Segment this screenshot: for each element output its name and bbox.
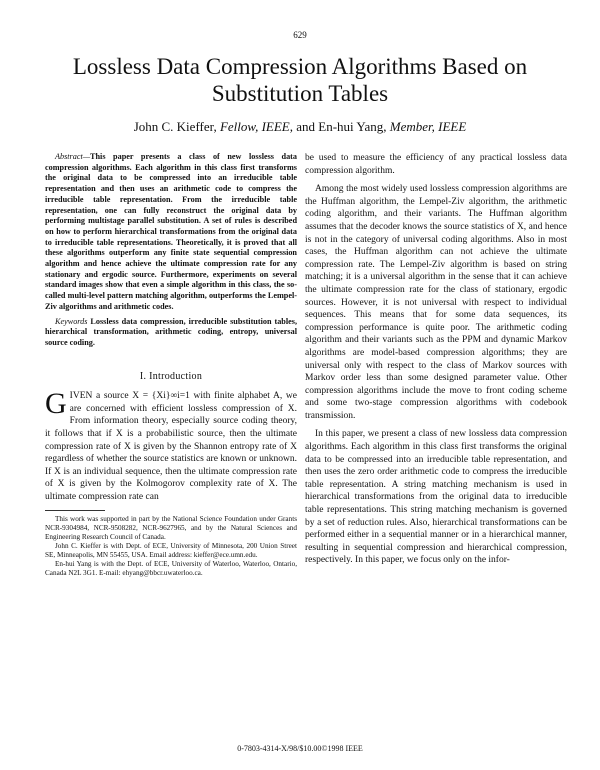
right-paragraph-2: Among the most widely used lossless compression algorithms are the Huffman algorithm, the Lempel-Ziv algorithm, the arithmetic coding algorithm, and their variants. The Huffman algorithm assumes that the decoder knows the source statistics of X, and hence is not in the category of universal coding algorithms. Also in most cases, the Huffman algorithm can not achieve the ultimate compression rate. The Lempel-Ziv algorithm is based on string matching; it is a universal algorithm in the sense that it can achieve the ultimate compression rate for the class of stationary, ergodic sources. However, it is not universal with respect to individual sequences. This means that for some data sequences, its compression performance is quite poor. The arithmetic coding algorithm and their variants such as the PPM and dynamic Markov algorithms are model-based compression algorithms; they are universal only with respect to the class of Markov sources with Markov order less than some designed parameter value. Other compression algorithms include the move to front coding scheme and some two-stage compression algorithms with codebook transmission. (305, 184, 567, 421)
intro-text: IVEN a source X = {Xi}∞i=1 with finite alphabet A, we are concerned with efficient lossless compression of X. From information theory, especially source coding theory, it follows that if X is a probabilistic source, then the ultimate compression rate of X is given by the Shannon entropy rate of X regardless of whether the source statistics are known or unknown. If X is an individual sequence, then the ultimate compression rate of X is given by the Kolmogorov complexity rate of X. The ultimate compression rate can (45, 391, 297, 502)
abstract-lead: Abstract— (55, 152, 91, 161)
right-column (305, 152, 567, 573)
title-line-2: Substitution Tables (211, 81, 389, 106)
footnote-author-2: En-hui Yang is with the Dept. of ECE, University of Waterloo, Waterloo, Ontario, Canada N2L 3G1. E-mail: ehyang@bbcr.uwaterloo.ca. (45, 559, 297, 577)
author-conjunction: and En-hui Yang, (296, 119, 387, 134)
footnote-author-1: John C. Kieffer is with Dept. of ECE, University of Minnesota, 200 Union Street SE, Minneapolis, MN 55455, USA. Email address: kieffer@ece.umn.edu. (45, 541, 297, 559)
right-paragraph-1: be used to measure the efficiency of any practical lossless data compression algorithm. (305, 153, 567, 176)
footnote-funding: This work was supported in part by the National Science Foundation under Grants NCR-9304984, NCR-9508282, NCR-9627965, and by the Natural Sciences and Engineering Research Council of Canada. (45, 514, 297, 541)
intro-paragraph (45, 387, 297, 503)
drop-cap: G (45, 387, 67, 421)
footnote-rule (45, 510, 105, 511)
right-paragraph-3: In this paper, we present a class of new lossless data compression algorithms. Each algorithm in this class first transforms the original data to be compressed into an irreducible table representation, and then uses the zero order arithmetic code to compress the irreducible table representation. A string matching mechanism is used in hierarchical transformations from the original data to irreducible table representations. This string matching mechanism is governed by a set of reduction rules. Also, hierarchical transformations can be performed either in a sequential manner or in a hierarchical manner, resulting in sequential compression and hierarchical compression, respectively. In this paper, we focus only on the infor- (305, 429, 567, 566)
paper-title (30, 53, 570, 107)
title-line-1: Lossless Data Compression Algorithms Based on (72, 54, 528, 79)
keywords-text: Lossless data compression, irreducible substitution tables, hierarchical transformation, arithmetic coding, entropy, universal source coding. (45, 316, 297, 347)
author-1-name: John C. Kieffer, (133, 119, 217, 134)
keywords-lead: Keywords (55, 316, 88, 326)
keywords (45, 317, 297, 349)
left-column (45, 152, 297, 578)
abstract-text: This paper presents a class of new lossless data compression algorithms. Each algorithm in this class first transforms the original data to be compressed into an irreducible table representation and then uses an arithmetic code to compress the irreducible table representation. From the irreducible table representation, one can fully reconstruct the original data by performing multistage parallel substitution. A set of rules is described on how to perform hierarchical transformations from the original data to irreducible table representations. Theoretically, it is proved that all these algorithms outperform any finite state sequential compression algorithm and hence achieve the ultimate compression rate for any stationary and ergodic source. Furthermore, experiments on several standard images show that even a simple algorithm in this class, the so-called multi-level pattern matching algorithm, outperforms the Lempel-Ziv algorithms and arithmetic codes. (45, 152, 297, 311)
section-heading: I. Introduction (139, 370, 203, 382)
author-line (30, 119, 570, 135)
author-1-role: Fellow, IEEE, (219, 119, 293, 134)
author-2-role: Member, IEEE (389, 119, 467, 134)
copyright-footer: 0-7803-4314-X/98/$10.00©1998 IEEE (237, 744, 363, 753)
page-number: 629 (293, 30, 307, 40)
abstract (45, 152, 297, 313)
